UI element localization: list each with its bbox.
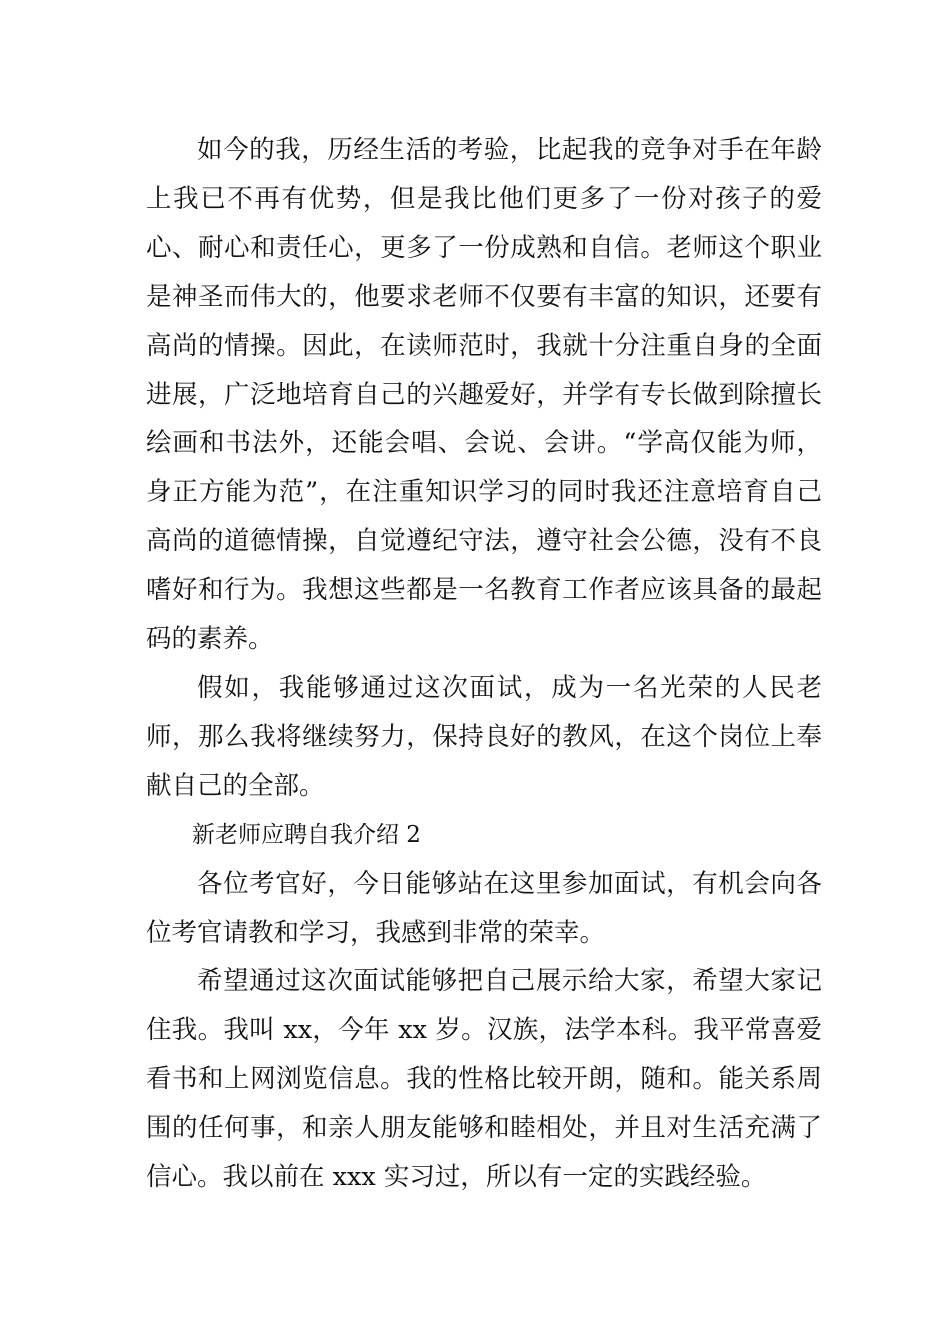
paragraph-qualities: 如今的我，历经生活的考验，比起我的竞争对手在年龄上我已不再有优势，但是我比他们更多了一份对孩子的爱心、耐心和责任心，更多了一份成熟和自信。老师这个职业是神圣而伟大的，他要求老师不仅要有丰富的知识，还要有高尚的情操。因此，在读师范时，我就十分注重自身的全面进展，广泛地培育自己的兴趣爱好，并学有专长做到除擅长绘画和书法外，还能会唱、会说、会讲。“学高仅能为师，身正方能为范”，在注重知识学习的同时我还注意培育自己高尚的道德情操，自觉遵纪守法，遵守社会公德，没有不良嗜好和行为。我想这些都是一名教育工作者应该具备的最起码的素养。 xyxy=(146,135,822,655)
section-heading: 新老师应聘自我介绍 2 xyxy=(192,821,421,848)
paragraph-greeting: 各位考官好，今日能够站在这里参加面试，有机会向各位考官请教和学习，我感到非常的荣幸。 xyxy=(146,868,822,948)
paragraph-introduction: 希望通过这次面试能够把自己展示给大家，希望大家记住我。我叫 xx，今年 xx 岁。汉族，法学本科。我平常喜爱看书和上网浏览信息。我的性格比较开朗，随和。能关系周围的任何事，和亲人朋友能够和睦相处，并且对生活充满了信心。我以前在 xxx 实习过，所以有一定的实践经验。 xyxy=(146,966,822,1193)
paragraph-commitment: 假如，我能够通过这次面试，成为一名光荣的人民老师，那么我将继续努力，保持良好的教风，在这个岗位上奉献自己的全部。 xyxy=(146,672,822,801)
document-body xyxy=(146,126,822,1202)
